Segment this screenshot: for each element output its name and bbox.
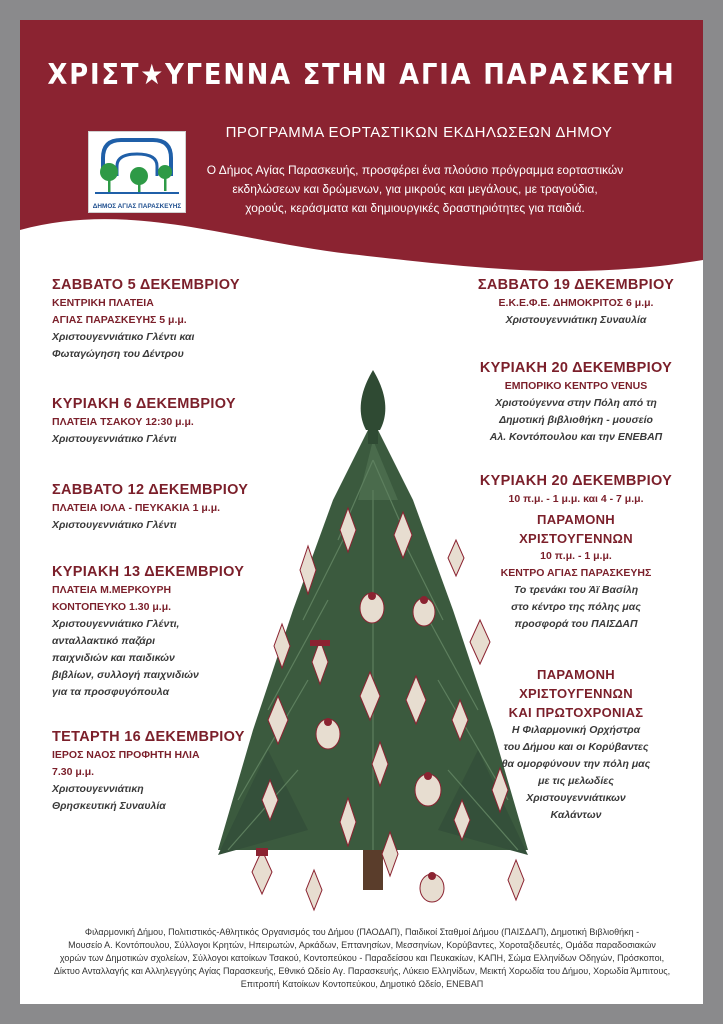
event-description: θα ομορφύνουν την πόλη μας: [501, 758, 651, 770]
municipality-logo: [88, 131, 186, 213]
event-description: Χριστουγεννιάτικη: [52, 783, 144, 795]
intro-line: χορούς, κεράσματα και δημιουργικές δραστηριότητες για παιδιά.: [245, 201, 585, 215]
event-dec-13: [52, 564, 292, 701]
event-dec-19: [461, 277, 691, 329]
intro-line: Ο Δήμος Αγίας Παρασκευής, προσφέρει ένα πλούσιο πρόγραμμα εορταστικών: [206, 163, 624, 177]
event-place: ΕΜΠΟΡΙΚΟ ΚΕΝΤΡΟ VENUS: [504, 380, 648, 392]
event-description: παιχνιδιών και παιδικών: [52, 652, 175, 664]
footer-line: Δίκτυο Ανταλλαγής και Αλληλεγγύης Αγίας Παρασκευής, Εθνικό Ωδείο Αγ. Παρασκευής, Λύκειο Ελληνίδων, Μεικτή Χορωδία του Δήμου, Χορωδία Άμπιτους,: [53, 966, 671, 976]
event-description: για τα προσφυγόπουλα: [52, 686, 170, 698]
event-description: προσφορά του ΠΑΙΣΔΑΠ: [514, 618, 638, 630]
partners-footer: [38, 926, 686, 991]
event-place: ΚΕΝΤΡΙΚΗ ΠΛΑΤΕΙΑ: [52, 297, 154, 309]
event-description: του Δήμου και οι Κορύβαντες: [503, 741, 649, 753]
event-place: ΠΛΑΤΕΙΑ ΤΣΑΚΟΥ 12:30 μ.μ.: [52, 416, 194, 428]
event-place: ΚΕΝΤΡΟ ΑΓΙΑΣ ΠΑΡΑΣΚΕΥΗΣ: [500, 567, 652, 579]
event-subtitle: ΠΑΡΑΜΟΝΗ: [537, 512, 615, 527]
footer-line: Μουσείο Α. Κοντόπουλου, Σύλλογοι Κρητών, Ηπειρωτών, Αρκάδων, Επτανησίων, Μεσσηνίων, Κορύβαντες, Χοροταξιδευτές, Ομάδα παραδοσιακών: [68, 940, 656, 950]
event-description: βιβλίων, συλλογή παιχνιδιών: [52, 669, 199, 681]
event-place: 10 π.μ. - 1 μ.μ. και 4 - 7 μ.μ.: [508, 493, 644, 505]
event-date: ΚΥΡΙΑΚΗ 13 ΔΕΚΕΜΒΡΙΟΥ: [52, 564, 245, 580]
footer-line: χορών των Δημοτικών σχολείων, Σύλλογοι κατοίκων Τσακού, Κοντοπεύκου - Παραδείσου και Πευκακίων, ΚΑΠΗ, Σώμα Ελληνίδων Οδηγών, Πρόσκοποι,: [59, 953, 665, 963]
logo-icon: [89, 132, 185, 202]
event-description: Η Φιλαρμονική Ορχήστρα: [511, 724, 641, 736]
poster: [20, 20, 703, 1004]
event-description: Χριστούγεννα στην Πόλη από τη: [495, 397, 657, 409]
event-place: ΚΟΝΤΟΠΕΥΚΟ 1.30 μ.μ.: [52, 601, 172, 613]
intro-text: [190, 161, 640, 218]
footer-line: Φιλαρμονική Δήμου, Πολιτιστικός-Αθλητικός Οργανισμός του Δήμου (ΠΑΟΔΑΠ), Παιδικοί Σταθμοί Δήμου (ΠΑΙΣΔΑΠ), Δημοτική Βιβλιοθήκη -: [84, 927, 640, 937]
event-description: Χριστουγεννιάτικο Γλέντι και: [52, 331, 195, 343]
logo-text: ΔΗΜΟΣ ΑΓΙΑΣ ΠΑΡΑΣΚΕΥΗΣ: [92, 203, 182, 210]
page-title: ΧΡΙΣΤ★ΥΓΕΝΝΑ ΣΤΗΝ ΑΓΙΑ ΠΑΡΑΣΚΕΥΗ: [47, 58, 676, 91]
event-subtitle: ΧΡΙΣΤΟΥΓΕΝΝΩΝ: [519, 531, 633, 546]
event-date: ΤΕΤΑΡΤΗ 16 ΔΕΚΕΜΒΡΙΟΥ: [52, 729, 245, 745]
event-dec-16: [52, 729, 292, 815]
event-date: ΚΥΡΙΑΚΗ 20 ΔΕΚΕΜΒΡΙΟΥ: [479, 360, 673, 376]
event-description: Χριστουγεννιάτικο Γλέντι: [52, 433, 177, 445]
footer-line: Επιτροπή Κατοίκων Κοντοπεύκου, Δημοτικό Ωδείο, ΕΝΕΒΑΠ: [240, 979, 484, 989]
event-date: ΣΑΒΒΑΤΟ 12 ΔΕΚΕΜΒΡΙΟΥ: [52, 482, 249, 498]
event-christmas-new-year-eve: [461, 665, 691, 824]
event-date: ΣΑΒΒΑΤΟ 19 ΔΕΚΕΜΒΡΙΟΥ: [477, 277, 675, 293]
event-description: Χριστουγεννιάτικη Συναυλία: [505, 314, 647, 326]
event-subtitle: ΠΑΡΑΜΟΝΗ: [537, 667, 615, 682]
event-subtitle: ΚΑΙ ΠΡΩΤΟΧΡΟΝΙΑΣ: [508, 705, 644, 720]
event-place: ΠΛΑΤΕΙΑ Μ.ΜΕΡΚΟΥΡΗ: [52, 584, 172, 596]
event-description: ανταλλακτικό παζάρι: [52, 635, 156, 647]
event-description: Φωταγώγηση του Δέντρου: [52, 348, 184, 360]
event-place: 10 π.μ. - 1 μ.μ.: [540, 550, 612, 562]
event-date: ΣΑΒΒΑΤΟ 5 ΔΕΚΕΜΒΡΙΟΥ: [52, 277, 240, 293]
event-dec-6: [52, 396, 292, 448]
event-dec-12: [52, 482, 292, 534]
event-description: Θρησκευτική Συναυλία: [52, 800, 166, 812]
event-description: Δημοτική βιβλιοθήκη - μουσείο: [499, 414, 653, 426]
event-dec-20-venus: [461, 360, 691, 446]
event-description: με τις μελωδίες: [538, 775, 614, 787]
event-subtitle: ΧΡΙΣΤΟΥΓΕΝΝΩΝ: [519, 686, 633, 701]
event-description: Χριστουγεννιάτικο Γλέντι: [52, 519, 177, 531]
event-description: Χριστουγεννιάτικο Γλέντι,: [52, 618, 180, 630]
event-date: ΚΥΡΙΑΚΗ 20 ΔΕΚΕΜΒΡΙΟΥ: [479, 473, 673, 489]
event-description: Αλ. Κοντόπουλου και την ΕΝΕΒΑΠ: [489, 431, 663, 443]
program-subtitle: ΠΡΟΓΡΑΜΜΑ ΕΟΡΤΑΣΤΙΚΩΝ ΕΚΔΗΛΩΣΕΩΝ ΔΗΜΟΥ: [225, 124, 613, 141]
event-dec-5: [52, 277, 292, 363]
tree-top-finial: [361, 370, 386, 430]
event-date: ΚΥΡΙΑΚΗ 6 ΔΕΚΕΜΒΡΙΟΥ: [52, 396, 236, 412]
event-place: Ε.Κ.Ε.Φ.Ε. ΔΗΜΟΚΡΙΤΟΣ 6 μ.μ.: [498, 297, 654, 309]
event-place: ΠΛΑΤΕΙΑ ΙΟΛΑ - ΠΕΥΚΑΚΙΑ 1 μ.μ.: [52, 502, 221, 514]
event-dec-20-christmas-eve: [461, 473, 691, 633]
event-description: Το τρενάκι του Άϊ Βασίλη: [513, 584, 639, 596]
event-description: Χριστουγεννιάτικων: [526, 792, 626, 804]
intro-line: εκδηλώσεων και δρώμενων, για μικρούς και μεγάλους, με τραγούδια,: [232, 182, 598, 196]
event-description: στο κέντρο της πόλης μας: [511, 601, 641, 613]
event-place: ΑΓΙΑΣ ΠΑΡΑΣΚΕΥΗΣ 5 μ.μ.: [52, 314, 187, 326]
event-description: Καλάντων: [550, 809, 602, 821]
event-place: 7.30 μ.μ.: [52, 766, 95, 778]
event-place: ΙΕΡΟΣ ΝΑΟΣ ΠΡΟΦΗΤΗ ΗΛΙΑ: [52, 749, 200, 761]
